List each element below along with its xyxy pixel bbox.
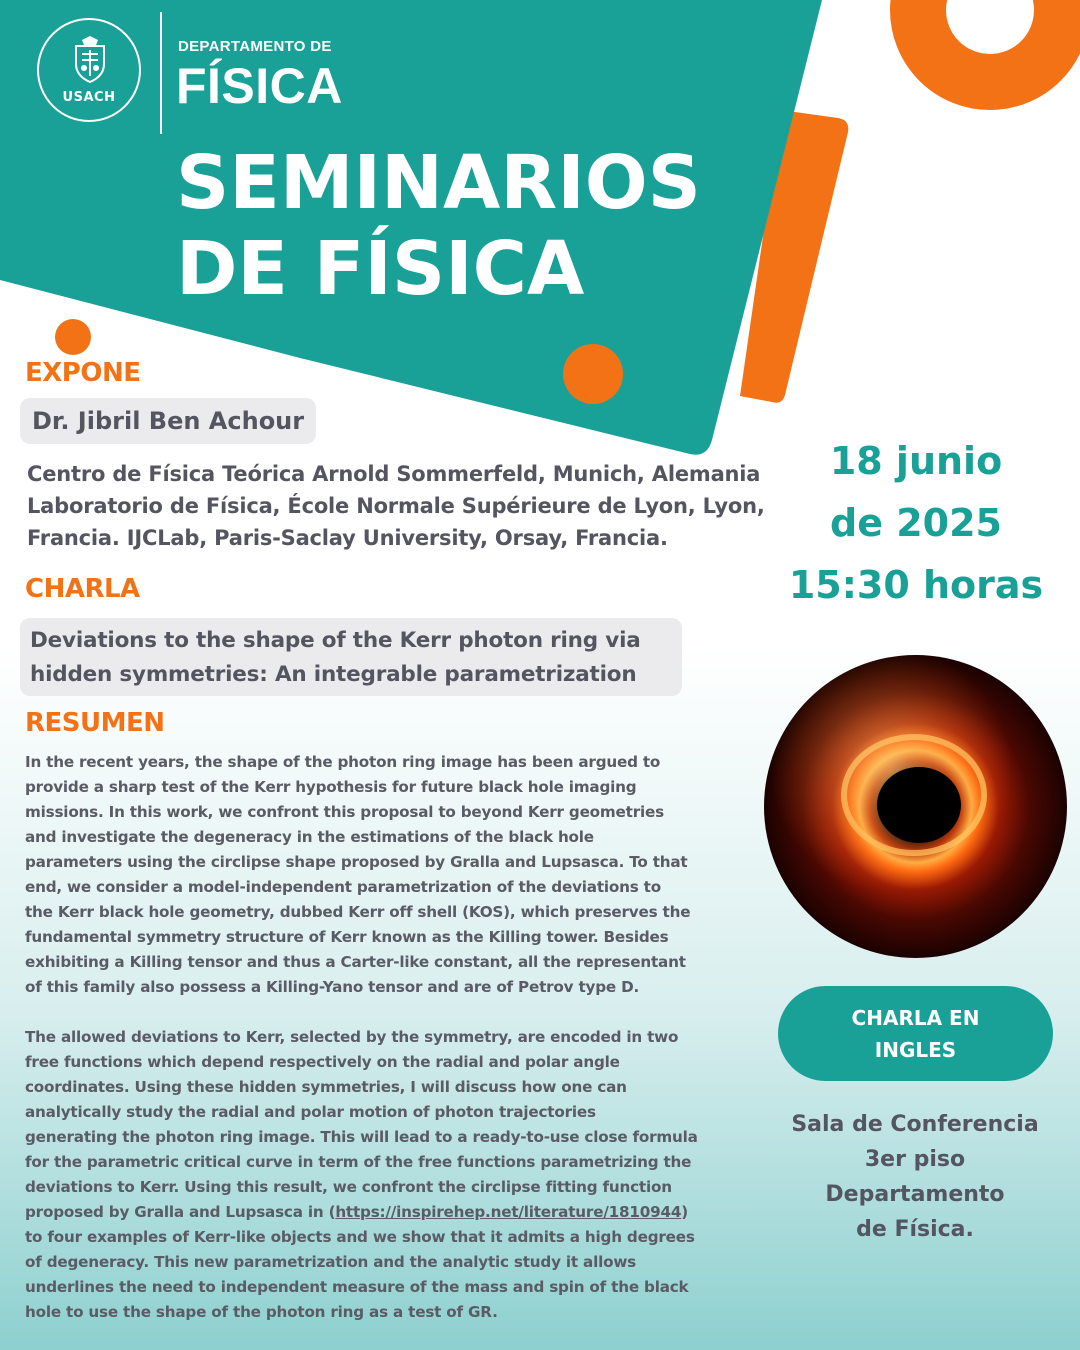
- abstract-line: exhibiting a Killing tensor and thus a Carter-like constant, all the representant: [25, 953, 686, 971]
- page-title: [176, 140, 701, 312]
- abstract-text: [25, 750, 755, 1325]
- link-prefix: proposed by Gralla and Lupsasca in (: [25, 1203, 336, 1221]
- abstract-line: of this family also possess a Killing-Yano tensor and are of Petrov type D.: [25, 978, 640, 996]
- abstract-line: parameters using the circlipse shape proposed by Gralla and Lupsasca. To that: [25, 853, 688, 871]
- event-date-line-2: de 2025: [830, 501, 1002, 545]
- venue-line: Sala de Conferencia: [791, 1112, 1039, 1137]
- talk-title: [20, 618, 682, 696]
- affiliation-line: Francia. IJCLab, Paris-Saclay University, Orsay, Francia.: [27, 526, 668, 550]
- speaker-affiliation: [27, 458, 817, 554]
- logo-divider: [160, 12, 162, 134]
- orange-ring-shape: [918, 0, 1062, 82]
- orange-dot-left: [55, 319, 91, 355]
- talk-label: CHARLA: [25, 574, 140, 604]
- abstract-line: In the recent years, the shape of the photon ring image has been argued to: [25, 753, 661, 771]
- abstract-line: the Kerr black hole geometry, dubbed Kerr off shell (KOS), which preserves the: [25, 903, 691, 921]
- abstract-line: hole to use the shape of the photon ring as a test of GR.: [25, 1303, 498, 1321]
- abstract-line: deviations to Kerr. Using this result, we confront the circlipse fitting function: [25, 1178, 672, 1196]
- title-line-2: DE FÍSICA: [176, 226, 585, 312]
- abstract-line: to four examples of Kerr-like objects and we show that it admits a high degrees: [25, 1228, 695, 1246]
- language-badge: [778, 986, 1053, 1081]
- university-crest-icon: [72, 36, 108, 86]
- abstract-line: provide a sharp test of the Kerr hypothesis for future black hole imaging: [25, 778, 637, 796]
- logo-text: USACH: [62, 90, 116, 105]
- reference-link[interactable]: https://inspirehep.net/literature/1810944: [335, 1203, 682, 1221]
- abstract-line: The allowed deviations to Kerr, selected by the symmetry, are encoded in two: [25, 1028, 679, 1046]
- abstract-paragraph-2: [25, 1025, 755, 1325]
- black-hole-image: [764, 655, 1067, 958]
- abstract-line: free functions which depend respectively on the radial and polar angle: [25, 1053, 620, 1071]
- affiliation-line: Laboratorio de Física, École Normale Supérieure de Lyon, Lyon,: [27, 494, 765, 518]
- speaker-label: EXPONE: [25, 358, 141, 388]
- talk-title-line: hidden symmetries: An integrable parametrization: [30, 662, 637, 687]
- orange-dot-center: [563, 344, 623, 404]
- abstract-line-with-link: [25, 1200, 755, 1225]
- abstract-line: of degeneracy. This new parametrization and the analytic study it allows: [25, 1253, 636, 1271]
- event-date-line-1: 18 junio: [829, 439, 1003, 483]
- abstract-line: fundamental symmetry structure of Kerr known as the Killing tower. Besides: [25, 928, 669, 946]
- department-label: DEPARTAMENTO DE: [178, 38, 332, 55]
- department-name: FÍSICA: [176, 58, 343, 114]
- abstract-line: analytically study the radial and polar motion of photon trajectories: [25, 1103, 596, 1121]
- venue-line: Departamento: [825, 1182, 1005, 1207]
- abstract-line: underlines the need to independent measure of the mass and spin of the black: [25, 1278, 689, 1296]
- abstract-line: coordinates. Using these hidden symmetries, I will discuss how one can: [25, 1078, 627, 1096]
- abstract-line: generating the photon ring image. This will lead to a ready-to-use close formula: [25, 1128, 698, 1146]
- talk-title-line: Deviations to the shape of the Kerr photon ring via: [30, 628, 641, 653]
- abstract-line: missions. In this work, we confront this proposal to beyond Kerr geometries: [25, 803, 664, 821]
- abstract-line: and investigate the degeneracy in the estimations of the black hole: [25, 828, 594, 846]
- event-date-time: [786, 430, 1046, 616]
- abstract-line: end, we consider a model-independent parametrization of the deviations to: [25, 878, 661, 896]
- venue-line: 3er piso: [864, 1147, 966, 1172]
- title-line-1: SEMINARIOS: [176, 140, 701, 226]
- language-badge-line-1: CHARLA EN: [851, 1006, 980, 1030]
- venue: [770, 1107, 1060, 1247]
- abstract-label: RESUMEN: [25, 708, 165, 738]
- venue-line: de Física.: [856, 1217, 974, 1242]
- abstract-paragraph-1: [25, 750, 755, 1000]
- affiliation-line: Centro de Física Teórica Arnold Sommerfeld, Munich, Alemania: [27, 462, 761, 486]
- abstract-line: for the parametric critical curve in term of the free functions parametrizing the: [25, 1153, 692, 1171]
- language-badge-line-2: INGLES: [874, 1038, 957, 1062]
- event-time: 15:30 horas: [788, 563, 1044, 607]
- link-suffix: ): [681, 1203, 688, 1221]
- speaker-name: Dr. Jibril Ben Achour: [20, 398, 316, 444]
